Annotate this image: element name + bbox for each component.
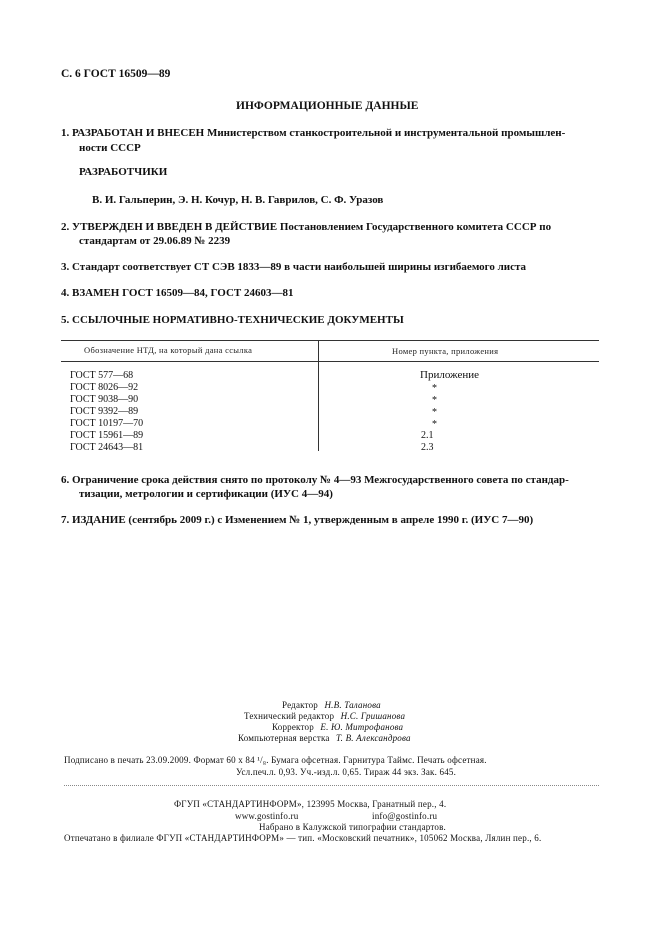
developers-heading: РАЗРАБОТЧИКИ xyxy=(79,166,168,178)
section-1-line-2: ности СССР xyxy=(79,142,141,154)
credit-editor xyxy=(282,700,381,710)
table-row-ref: ГОСТ 15961—89 xyxy=(70,430,144,441)
table-row-clause: * xyxy=(432,407,437,418)
publisher-line-4: Отпечатано в филиале ФГУП «СТАНДАРТИНФОРМ» — тип. «Московский печатник», 105062 Москва, Лялин пер., 6. xyxy=(64,833,542,843)
publisher-email: info@gostinfo.ru xyxy=(372,811,438,821)
section-3: 3. Стандарт соответствует СТ СЭВ 1833—89 в части наибольшей ширины изгибаемого листа xyxy=(61,261,527,273)
table-row-ref: ГОСТ 8026—92 xyxy=(70,382,139,393)
corrector-label: Корректор xyxy=(272,722,314,732)
table-row-ref: ГОСТ 24643—81 xyxy=(70,442,144,453)
table-row-clause: 2.3 xyxy=(421,442,434,453)
table-top-border xyxy=(61,340,599,341)
imprint-line-2: Усл.печ.л. 0,93. Уч.-изд.л. 0,65. Тираж 44 экз. Зак. 645. xyxy=(236,767,457,777)
section-4: 4. ВЗАМЕН ГОСТ 16509—84, ГОСТ 24603—81 xyxy=(61,287,294,299)
publisher-web: www.gostinfo.ru xyxy=(235,811,299,821)
divider xyxy=(64,785,599,786)
section-2-line-1: 2. УТВЕРЖДЕН И ВВЕДЕН В ДЕЙСТВИЕ Постановлением Государственного комитета СССР по xyxy=(61,221,552,233)
page-header: С. 6 ГОСТ 16509—89 xyxy=(61,68,171,80)
section-2-line-2: стандартам от 29.06.89 № 2239 xyxy=(79,235,231,247)
table-row-clause: * xyxy=(432,395,437,406)
tech-editor-name: Н.С. Гришанова xyxy=(340,711,406,721)
publisher-line-3: Набрано в Калужской типографии стандартов. xyxy=(259,822,446,832)
section-6-line-1: 6. Ограничение срока действия снято по протоколу № 4—93 Межгосударственного совета по стандар- xyxy=(61,474,569,486)
table-column-divider xyxy=(318,340,319,451)
table-row-clause: 2.1 xyxy=(421,430,434,441)
editor-label: Редактор xyxy=(282,700,319,710)
table-header-ntd: Обозначение НТД, на который дана ссылка xyxy=(84,345,253,355)
section-7: 7. ИЗДАНИЕ (сентябрь 2009 г.) с Изменением № 1, утвержденным в апреле 1990 г. (ИУС 7—90) xyxy=(61,514,534,526)
table-row-clause: * xyxy=(432,383,437,394)
table-row-ref: ГОСТ 9038—90 xyxy=(70,394,139,405)
table-row-ref: ГОСТ 9392—89 xyxy=(70,406,139,417)
table-header-clause: Номер пункта, приложения xyxy=(392,346,499,356)
credit-tech-editor xyxy=(244,711,405,721)
table-row-ref: ГОСТ 577—68 xyxy=(70,370,134,381)
layout-label: Компьютерная верстка xyxy=(238,733,330,743)
layout-name: Т. В. Александрова xyxy=(336,733,411,743)
credit-layout xyxy=(238,733,411,743)
section-6-line-2: тизации, метрологии и сертификации (ИУС 4—94) xyxy=(79,488,333,500)
imprint-line-1: Подписано в печать 23.09.2009. Формат 60 х 84 ¹/₈. Бумага офсетная. Гарнитура Таймс. Печать офсетная. xyxy=(64,755,487,765)
section-1-line-1: 1. РАЗРАБОТАН И ВНЕСЕН Министерством станкостроительной и инструментальной промышлен- xyxy=(61,127,566,139)
editor-name: Н.В. Таланова xyxy=(324,700,381,710)
corrector-name: Е. Ю. Митрофанова xyxy=(320,722,404,732)
developers-list: В. И. Гальперин, Э. Н. Кочур, Н. В. Гаврилов, С. Ф. Уразов xyxy=(92,194,384,206)
table-row-ref: ГОСТ 10197—70 xyxy=(70,418,144,429)
table-row-clause: * xyxy=(432,419,437,430)
credit-corrector xyxy=(272,722,403,732)
page-title: ИНФОРМАЦИОННЫЕ ДАННЫЕ xyxy=(236,100,419,112)
table-row-clause: Приложение xyxy=(420,369,480,381)
publisher-line-1: ФГУП «СТАНДАРТИНФОРМ», 123995 Москва, Гранатный пер., 4. xyxy=(174,799,447,809)
section-5-heading: 5. ССЫЛОЧНЫЕ НОРМАТИВНО-ТЕХНИЧЕСКИЕ ДОКУМЕНТЫ xyxy=(61,314,404,326)
tech-editor-label: Технический редактор xyxy=(244,711,335,721)
table-header-border xyxy=(61,361,599,362)
